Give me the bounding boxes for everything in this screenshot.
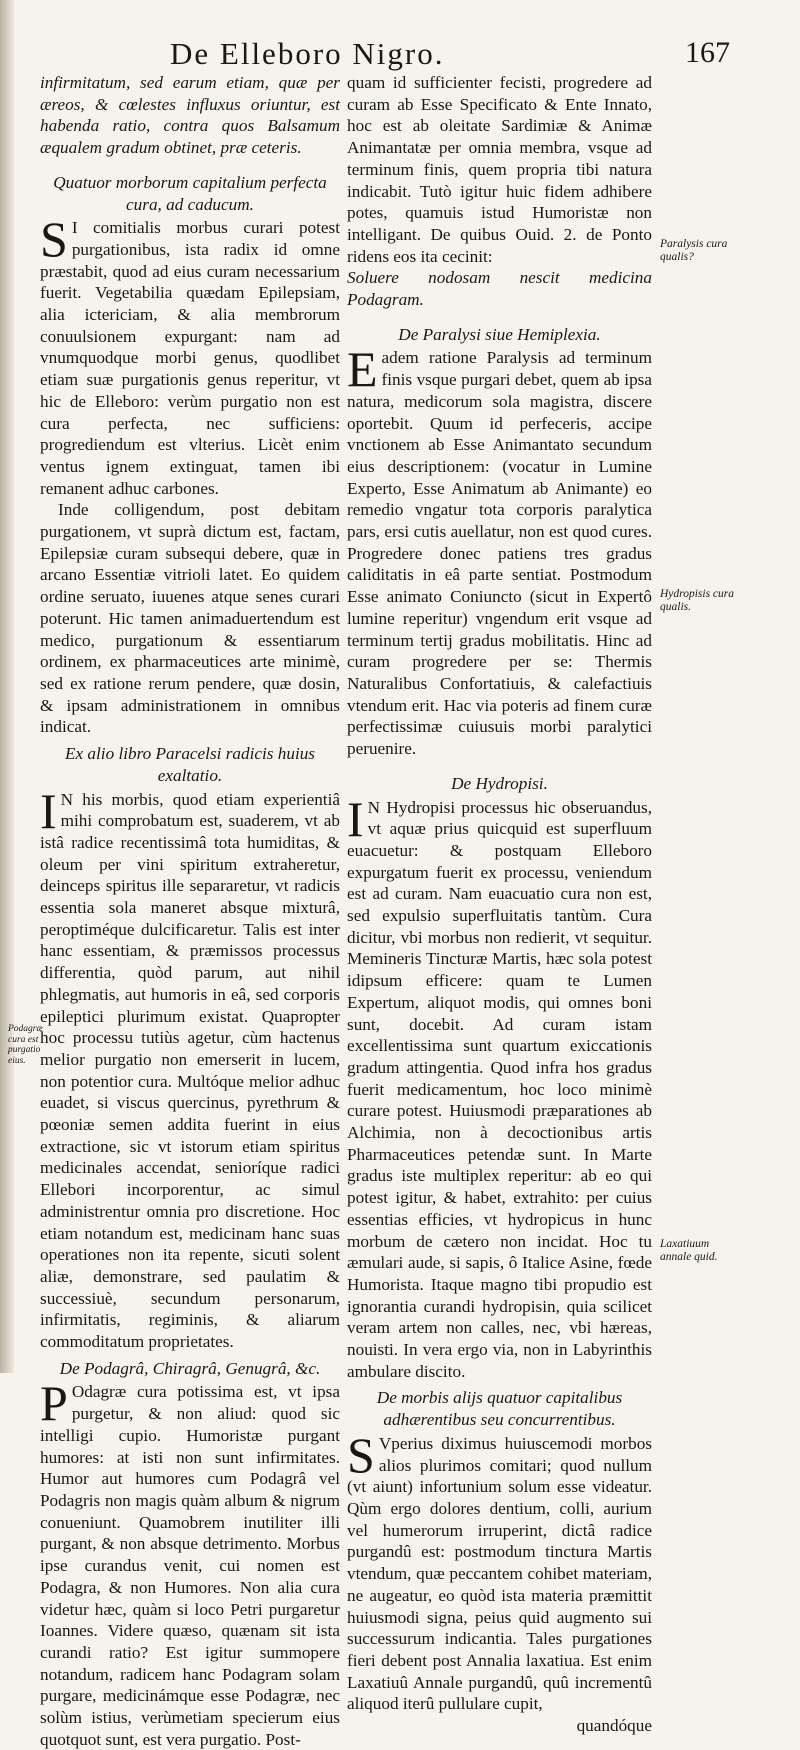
section-heading-exaltatio: Ex alio libro Paracelsi radicis huius exaltatio.	[65, 744, 315, 785]
margin-note-paralysis: Paralysis cura qualis?	[660, 238, 728, 263]
verse-quote: Soluere nodosam nescit medicina Podagram.	[347, 268, 652, 310]
margin-note-hydropis: Hydropisis cura qualis.	[660, 588, 735, 613]
binding-shadow	[0, 0, 14, 1373]
paragraph-superius: SVperius diximus huiuscemodi morbos alios plurimos comitari; quod nullum (vt aiunt) infortunium solum esse videatur. Qùm ergo dolores dentium, colli, aurium vel humerorum irruperint, dictâ radice purgandû est: postmodum tinctura Martis vtendum, quæ peccantem cohibet materiam, ne augeatur, eo quòd ista materia præmittit huiusmodi signa, peius quid augmento sui successurum indicantia. Tales purgationes fieri debent post Annalia laxatiua. Est enim Laxatiuû Annale purgandû, quû incrementû aliquod iterû pullulare cupit,	[347, 1426, 652, 1714]
section-heading-podagra: De Podagrâ, Chiragrâ, Genugrâ, &c.	[59, 1358, 321, 1378]
paragraph-paralysis: Eadem ratione Paralysis ad terminum finis vsque purgari debet, quem ab ipsa natura, medicorum sola magistra, discere oportebit. Quum id perfeceris, accipe vnctionem ab Esse Animantato secundum eius descriptionem: (vocatur in Lumine Experto, Esse Animatum ab Animante) eo remedio vngatur tota corporis paralytica pars, ersi cutis auellatur, non est quod cures. Progredere donec patiens tres gradus caliditatis in eâ parte sentiat. Postmodum Esse animato Coniuncto (sicut in Expertô lumine reperitur) vngendum erit vsque ad terminum tertij gradus mobilitatis. Hinc ad curam progredere per se: Thermis Naturalibus Confortatiuis, & calefactiuis vtendum erit. Hac via poteris ad finem curæ perfectissimæ cuiusuis morbi paralytici peruenire.	[347, 341, 652, 759]
paragraph-in-his-morbis: IN his morbis, quod etiam experientiâ mihi comprobatum est, suaderem, vt ab istâ radice recentissimâ tota humiditas, & oleum per vini spiritum extraheretur, deinceps spiritus ille separaretur, vt radicis essentia sola maneret absque mixturâ, peroptiméque dulcificaretur. Talis est inter hanc essentiam, & præmissos processus differentia, quòd parum, aut nihil phlegmatis, aut humoris in eâ, sed corporis epileptici plurimum existat. Quapropter hoc processu tutiùs agetur, cùm hactenus melior purgatio non emerserit in lucem, non potentior cura. Multóque melior adhuc euadet, si viscus quercinus, pyrethrum & pœoniæ semen addita fuerint in eius extractione, sic vt istorum etiam spiritus medicinales accendat, senioríque radici Ellebori incorporentur, ac simul administrentur omnia pro discretione. Hoc etiam notandum est, medicinam hanc suas operationes non ita repente, sicuti solent aliæ, demonstrare, sed paulatim & successiuè, secundum personarum, infirmitatis, regiminis, & aliarum commoditatum proprietates.	[40, 782, 340, 1352]
margin-note-podagrae: Podagræ cura est purgatio eius.	[8, 1024, 43, 1066]
page-number: 167	[685, 36, 730, 69]
catchword: quandóque	[576, 1716, 652, 1736]
left-column	[40, 72, 340, 1750]
paragraph-continuation-right: quam id sufficienter fecisti, progredere ad curam ab Esse Specificato & Ente Innato, hoc est ab oleitate Sardimiæ & Animæ Animantatæ per omnia membra, vsque ad terminum finis, quem propria tibi natura indicabit. Tutò igitur huic fidem adhibere potes, quamuis istud Humoristæ non intelligant. De quibus Ouid. 2. de Ponto ridens eos ita cecinit:	[347, 73, 652, 266]
page-header	[170, 36, 730, 70]
section-heading-paralysis: De Paralysi siue Hemiplexia.	[398, 324, 601, 344]
section-heading-hydropisis: De Hydropisi.	[451, 773, 548, 793]
right-column	[347, 72, 652, 1737]
paragraph-hydropisis: IN Hydropisi processus hic obseruandus, vt aquæ prius quicquid est superfluum euacuetur: & postquam Elleboro expurgatum fuerit ex processu, veniendum est ad curam. Nam euacuatio cura non est, sed expulsio superfluitatis tantùm. Cura dicitur, vbi morbus non redierit, vt sequitur. Memineris Tincturæ Martis, hæc sola potest idipsum efficere: quam te Lumen Expertum, aliquot modis, qui omnes boni sunt, docebit. Ad curam istam excellentissima sunt quartum exiccationis gradum attingentia. Quod infra hos gradus fuerit medicamentum, hoc loco minimè curare potest. Huiusmodi præparationes ab Alchimia, non à decoctionibus artis Pharmaceutices petendæ sunt. In Marte gradus iste multiplex reperitur: ab eo qui potest igitur, & habet, extrahito: per cuius essentias efficies, vt hydropicus in hunc morbum de cætero non incidat. Hoc tu æmulari aude, si sapis, ô Italice Asine, fœde Humorista. Itaque magno tibi propudio est ignorantia curandi hydropisin, quia scilicet veram artem non calles, nec, vbi hæreas, nouisti. In vera ergo via, non in Labyrinthis ambulare discito.	[347, 790, 652, 1381]
section-heading-morbis-alijs: De morbis alijs quatuor capitalibus adhærentibus seu concurrentibus.	[376, 1388, 623, 1430]
paragraph-inde-colligendum: Inde colligendum, post debitam purgationem, vt suprà dictum est, factam, Epilepsiæ curam subsequi debere, quæ in arcano Essentiæ vitrioli latet. Eo quidem ordine seruato, iuuenes atque senes curari poterunt. Hic tamen animaduertendum est medico, purgationum & essentiarum ordinem, ex pharmaceutices arte minimè, sed ex ratione rerum pendere, quæ dosin, & ipsam administrationem in omnibus indicat.	[40, 500, 340, 737]
section-heading-caducum: Quatuor morborum capitalium perfecta cura, ad caducum.	[53, 172, 327, 214]
paragraph-comitialis: SI comitialis morbus curari potest purgationibus, ista radix id omne præstabit, quod ad eius curam necessarium fuerit. Vegetabilia quædam Epilepsiam, alia ictericiam, & alia membrorum conuulsionem expurgant: nam ad vnumquodque morbi genus, quodlibet etiam suæ purgationis genus reperitur, vt hic de Elleboro: verùm purgatio non est cura perfecta, nec sufficiens: progrediendum est vlterius. Licèt enim ventus ignem extinguat, tamen ibi remanent adhuc carbones.	[40, 211, 340, 498]
paragraph-continuation: infirmitatum, sed earum etiam, quæ per æreos, & cœlestes influxus oriuntur, est habenda ratio, contra quos Balsamum æqualem gradum obtinet, præ ceteris.	[40, 73, 340, 158]
running-title: De Elleboro Nigro.	[170, 36, 445, 71]
margin-note-laxatiuum: Laxatiuum annale quid.	[660, 1238, 718, 1263]
paragraph-podagrae: POdagræ cura potissima est, vt ipsa purgetur, & non aliud: quod sic intelligi cupio. Humoristæ purgant humores: at isti non sunt infirmitates. Humor aut humores cum Podagrâ vel Podagris non magis quàm album & nigrum conueniunt. Quamobrem inutiliter illi purgant, & non absque detrimento. Morbus ipse curandus venit, cui nomen est Podagra, & non Humores. Non alia cura videtur hæc, quàm si loco Petri purgaretur Ioannes. Videre quæso, quænam sit ista curandi ratio? Est igitur summopere notandum, radicem hanc Podagram solam purgare, medicinámque esse Podagræ, nec solùm istius, verùmetiam specierum eius quotquot sunt, est vera purgatio. Post-	[40, 1375, 340, 1749]
